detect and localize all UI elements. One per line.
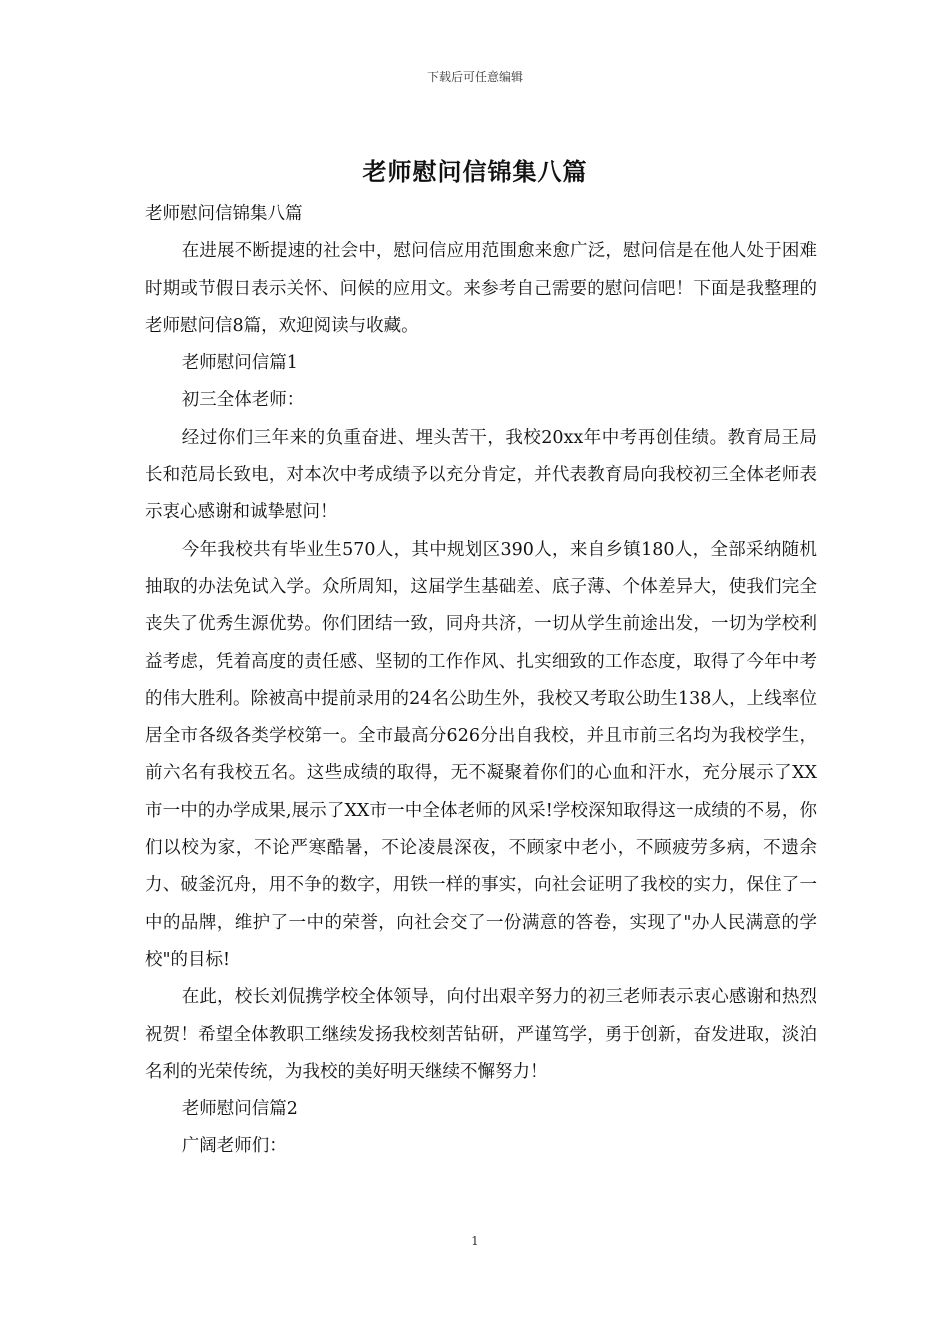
salutation-letter-1: 初三全体老师：: [181, 390, 305, 411]
document-subtitle: 老师慰问信锦集八篇: [145, 204, 303, 224]
salutation-letter-2: 广阔老师们：: [181, 1136, 287, 1157]
document-body: [145, 196, 817, 1166]
body-paragraph: 今年我校共有毕业生570人，其中规划区390人，来自乡镇180人，全部采纳随机抽取的办法免试入学。众所周知，这届学生基础差、底子薄、个体差异大，使我们完全丧失了优秀生源优势。你们团结一致，同舟共济，一切从学生前途出发，一切为学校利益考虑，凭着高度的责任感、坚韧的工作作风、扎实细致的工作态度，取得了今年中考的伟大胜利。除被高中提前录用的24名公助生外，我校又考取公助生138人，上线率位居全市各级各类学校第一。全市最高分626分出自我校，并且市前三名均为我校学生，前六名有我校五名。这些成绩的取得，无不凝聚着你们的心血和汗水，充分展示了XX市一中的办学成果,展示了XX市一中全体老师的风采!学校深知取得这一成绩的不易，你们以校为家，不论严寒酷暑，不论凌晨深夜，不顾家中老小，不顾疲劳多病，不遗余力、破釜沉舟，用不争的数字，用铁一样的事实，向社会证明了我校的实力，保住了一中的品牌，维护了一中的荣誉，向社会交了一份满意的答卷，实现了"办人民满意的学校"的目标!: [145, 539, 817, 970]
section-heading-letter-1: 老师慰问信篇1: [181, 353, 298, 374]
document-title: 老师慰问信锦集八篇: [362, 157, 588, 186]
body-paragraph: 经过你们三年来的负重奋进、埋头苦干，我校20xx年中考再创佳绩。教育局王局长和范局长致电，对本次中考成绩予以充分肯定，并代表教育局向我校初三全体老师表示衷心感谢和诚挚慰问！: [145, 427, 817, 523]
body-paragraph: 在此，校长刘侃携学校全体领导，向付出艰辛努力的初三老师表示衷心感谢和热烈祝贺！希望全体教职工继续发扬我校刻苦钻研，严谨笃学，勇于创新，奋发进取，淡泊名利的光荣传统，为我校的美好明天继续不懈努力！: [145, 987, 817, 1082]
section-heading-letter-2: 老师慰问信篇2: [181, 1099, 298, 1120]
page-header-note: 下载后可任意编辑: [426, 70, 523, 84]
page-number: 1: [471, 1234, 479, 1248]
intro-paragraph: 在进展不断提速的社会中，慰问信应用范围愈来愈广泛，慰问信是在他人处于困难时期或节假日表示关怀、问候的应用文。来参考自己需要的慰问信吧！下面是我整理的老师慰问信8篇，欢迎阅读与收藏。: [145, 241, 817, 336]
